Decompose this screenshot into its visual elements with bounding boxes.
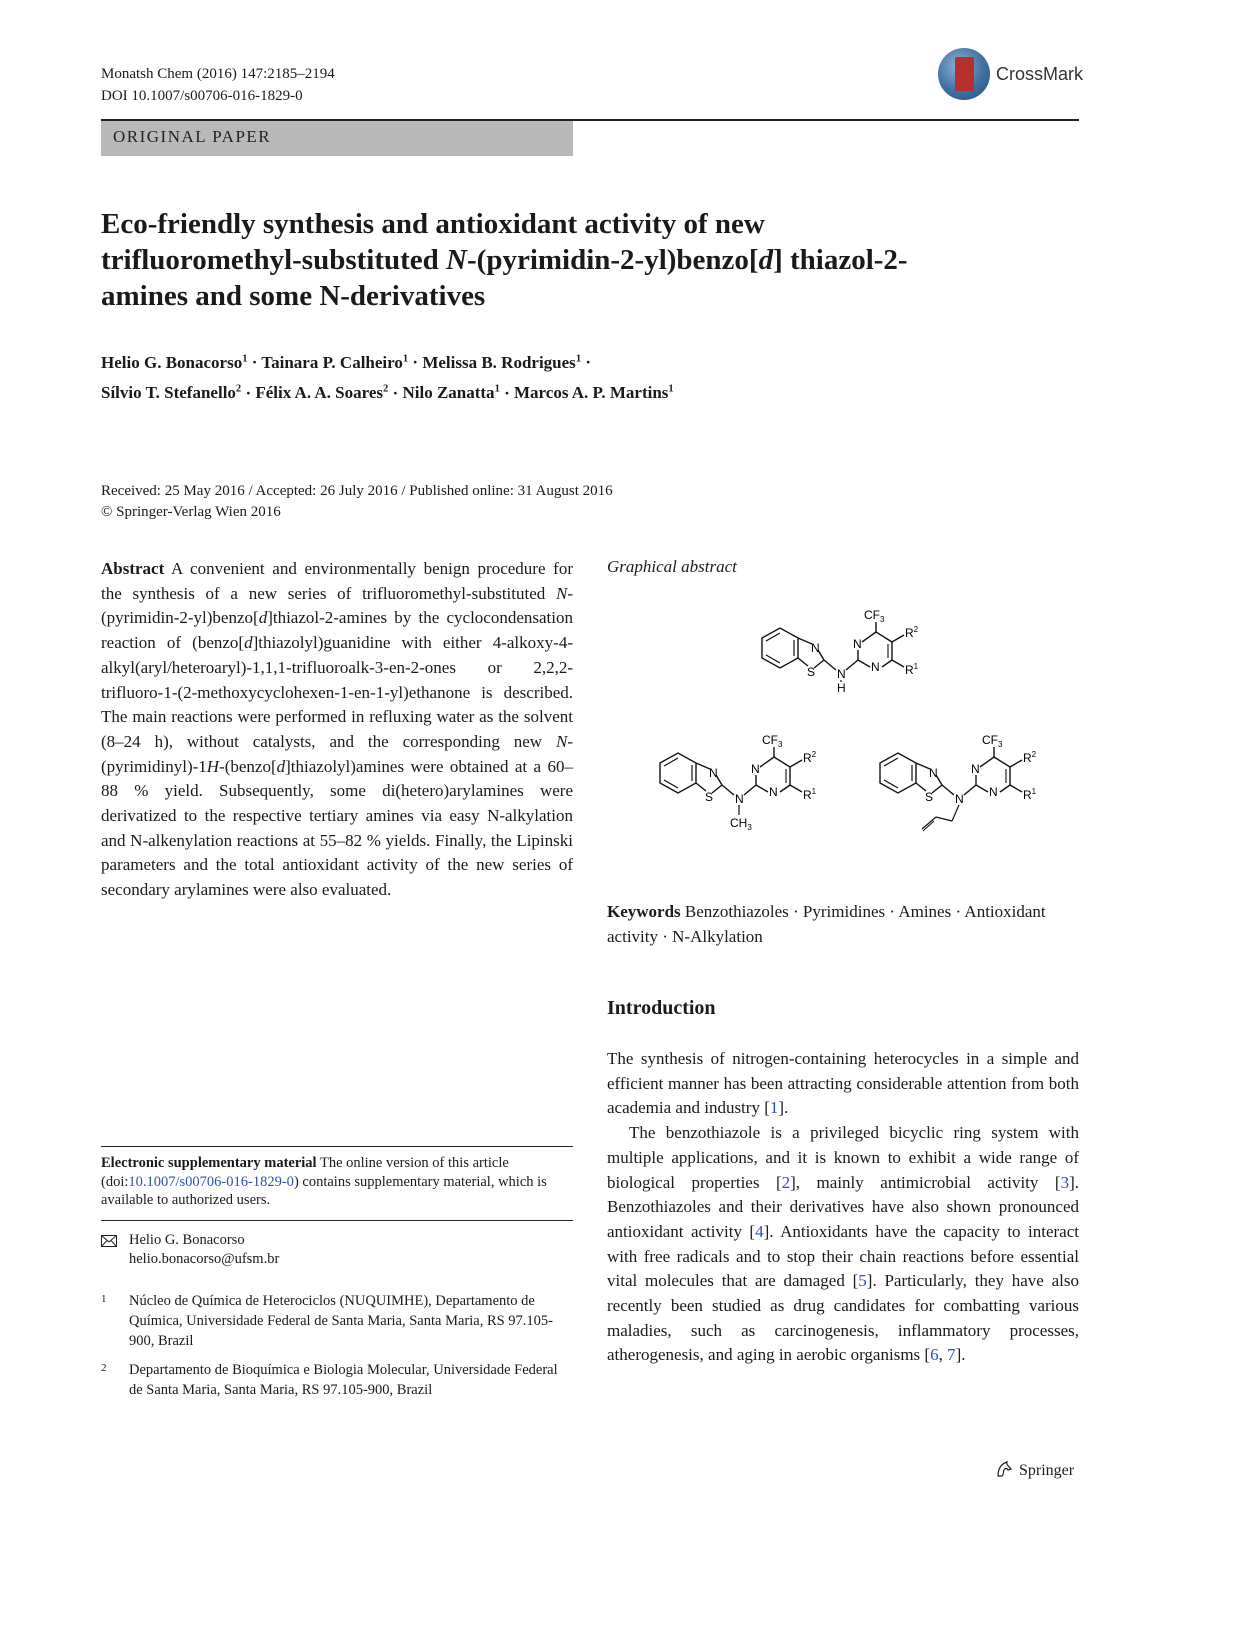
author[interactable]: Marcos A. P. Martins$^1$	[514, 383, 674, 403]
springer-horse-icon	[995, 1460, 1015, 1478]
crossmark-badge[interactable]	[938, 48, 1088, 104]
chem-label-r1: $R^1$	[905, 662, 919, 677]
chem-label-cf3: $CF_3$	[762, 733, 783, 749]
introduction-body	[607, 1047, 1079, 1368]
chem-label-r2: $R^2$	[1023, 750, 1037, 765]
chem-label-n: N	[837, 667, 846, 681]
chem-label-n: N	[929, 766, 938, 780]
chem-label-cf3: $CF_3$	[982, 733, 1003, 749]
chem-label-n: N	[871, 660, 880, 674]
contact-email[interactable]: helio.bonacorso@ufsm.br	[129, 1251, 280, 1267]
affiliation-text: Núcleo de Química de Heterociclos (NUQUIMHE), Departamento de Química, Universidade Federal de Santa Maria, Santa Maria, RS 97.105-900, Brazil	[129, 1293, 554, 1349]
abstract-label: Abstract	[101, 559, 165, 578]
chem-label-n: N	[709, 766, 718, 780]
affiliation-text: Departamento de Bioquímica e Biologia Molecular, Universidade Federal de Santa Maria, Santa Maria, RS 97.105-900, Brazil	[129, 1362, 558, 1398]
esm-label: Electronic supplementary material	[101, 1155, 317, 1171]
introduction-heading: Introduction	[607, 997, 716, 1019]
publisher-name: Springer	[1019, 1462, 1075, 1479]
author-list: Helio G. Bonacorso$^1$ · Tainara P. Calheiro$^1$ · Melissa B. Rodrigues$^1$ · Sílvio T. Stefanello$^2$ · Félix A. A. Soares$^2$ · Nilo Zanatta$^1$ · Marcos A. P. Martins$^1$	[101, 352, 674, 403]
journal-citation: Monatsh Chem (2016) 147:2185–2194	[101, 66, 335, 82]
graphical-abstract-label: Graphical abstract	[607, 557, 737, 576]
chem-label-ch3: $CH_3$	[730, 816, 752, 832]
chem-label-r1: $R^1$	[803, 787, 817, 802]
article-title: Eco-friendly synthesis and antioxidant activity of new trifluoromethyl-substituted N-(pyrimidin-2-yl)benzo[d] thiazol-2-amines and some N-derivatives	[101, 208, 908, 312]
footnote-rule	[101, 1146, 573, 1147]
chem-label-n: N	[971, 762, 980, 776]
citation-link[interactable]: 3	[1060, 1172, 1070, 1192]
chem-label-s: S	[925, 790, 934, 804]
keywords: Keywords Benzothiazoles · Pyrimidines · Amines · Antioxidant activity · N-Alkylation	[607, 902, 1046, 946]
paper-type-label: ORIGINAL PAPER	[113, 127, 272, 146]
chem-label-n: N	[735, 792, 744, 806]
paragraph: The benzothiazole is a privileged bicyclic ring system with multiple applications, and it is known to exhibit a wide range of biological properties [2], mainly antimicrobial activity [3]. Benzothiazoles and their derivatives have also shown pronounced antioxidant activity [4]. Antioxidants have the capacity to interact with free radicals and to stop their chain reactions before essential vital molecules that are damaged [5]. Particularly, they have also recently been studied as drug candidates for combatting various maladies, such as carcinogenesis, inflammatory processes, atherogenesis, and aging in aerobic organisms [6, 7].	[607, 1123, 1079, 1365]
author[interactable]: Félix A. A. Soares$^2$	[255, 383, 389, 403]
author[interactable]: Melissa B. Rodrigues$^1$	[422, 352, 582, 372]
chem-label-r2: $R^2$	[905, 625, 919, 640]
chem-label-n: N	[853, 637, 862, 651]
chem-label-cf3: $CF_3$	[864, 608, 885, 624]
chem-label-r2: $R^2$	[803, 750, 817, 765]
author[interactable]: Sílvio T. Stefanello$^2$	[101, 383, 242, 403]
citation-link[interactable]: 6	[930, 1345, 939, 1365]
chem-label-s: S	[705, 790, 714, 804]
chem-label-n: N	[751, 762, 760, 776]
crossmark-label: CrossMark	[996, 64, 1084, 84]
affiliation	[101, 1360, 573, 1400]
author[interactable]: Nilo Zanatta$^1$	[402, 383, 500, 403]
journal-header	[101, 63, 335, 107]
author[interactable]: Helio G. Bonacorso$^1$	[101, 352, 248, 372]
graphical-abstract-structures	[630, 600, 1080, 850]
chem-label-s: S	[807, 665, 816, 679]
abstract: Abstract A convenient and environmentally benign procedure for the synthesis of a new series of trifluoromethyl-substituted N-(pyrimidin-2-yl)benzo[d]thiazol-2-amines by the cyclocondensation reaction of (benzo[d]thiazolyl)guanidine with either 4-alkoxy-4-alkyl(aryl/heteroaryl)-1,1,1-trifluoroalk-3-en-2-ones or 2,2,2-trifluoro-1-(2-methoxycyclohexen-1-en-1-yl)ethanone is described. The main reactions were performed in refluxing water as the solvent (8–24 h), without catalysts, and the corresponding new N-(pyrimidinyl)-1H-(benzo[d]thiazolyl)amines were obtained at a 60–88 % yield. Subsequently, some di(hetero)arylamines were derivatized to the respective tertiary amines via easy N-alkylation and N-alkenylation reactions at 55–82 % yields. Finally, the Lipinski parameters and the total antioxidant activity of the new series of secondary arylamines were also evaluated.	[101, 559, 573, 900]
copyright: © Springer-Verlag Wien 2016	[101, 504, 281, 520]
citation-link[interactable]: 5	[858, 1271, 867, 1291]
affiliation-number: 1	[101, 1293, 107, 1305]
chem-label-h: H	[837, 681, 846, 695]
citation-link[interactable]: 1	[769, 1098, 779, 1118]
contact-name: Helio G. Bonacorso	[129, 1232, 245, 1248]
chem-label-n: N	[989, 785, 998, 799]
publication-dates	[101, 481, 801, 523]
crossmark-icon	[938, 48, 990, 100]
publisher-logo	[995, 1460, 1074, 1480]
keywords-label: Keywords	[607, 902, 681, 921]
envelope-icon	[101, 1235, 117, 1247]
footnote-rule	[101, 1220, 573, 1221]
supplementary-material-note: Electronic supplementary material The online version of this article (doi:10.1007/s00706-016-1829-0) contains supplementary material, which is available to authorized users.	[101, 1155, 547, 1208]
chem-label-r1: $R^1$	[1023, 787, 1037, 802]
citation-link[interactable]: 7	[947, 1345, 956, 1365]
affiliation-number: 2	[101, 1362, 107, 1374]
history-dates: Received: 25 May 2016 / Accepted: 26 July 2016 / Published online: 31 August 2016	[101, 483, 613, 499]
doi-line: DOI 10.1007/s00706-016-1829-0	[101, 88, 303, 104]
affiliation	[101, 1291, 573, 1351]
chem-label-n: N	[769, 785, 778, 799]
author[interactable]: Tainara P. Calheiro$^1$	[261, 352, 409, 372]
paragraph: The synthesis of nitrogen-containing heterocycles in a simple and efficient manner has been attracting considerable attention from both academia and industry [1].	[607, 1049, 1079, 1118]
corresponding-author	[101, 1231, 573, 1269]
citation-link[interactable]: 4	[755, 1221, 764, 1241]
doi-link[interactable]: 10.1007/s00706-016-1829-0	[128, 1173, 294, 1190]
chem-label-n: N	[955, 792, 964, 806]
citation-link[interactable]: 2	[781, 1172, 791, 1192]
chem-label-n: N	[811, 641, 820, 655]
